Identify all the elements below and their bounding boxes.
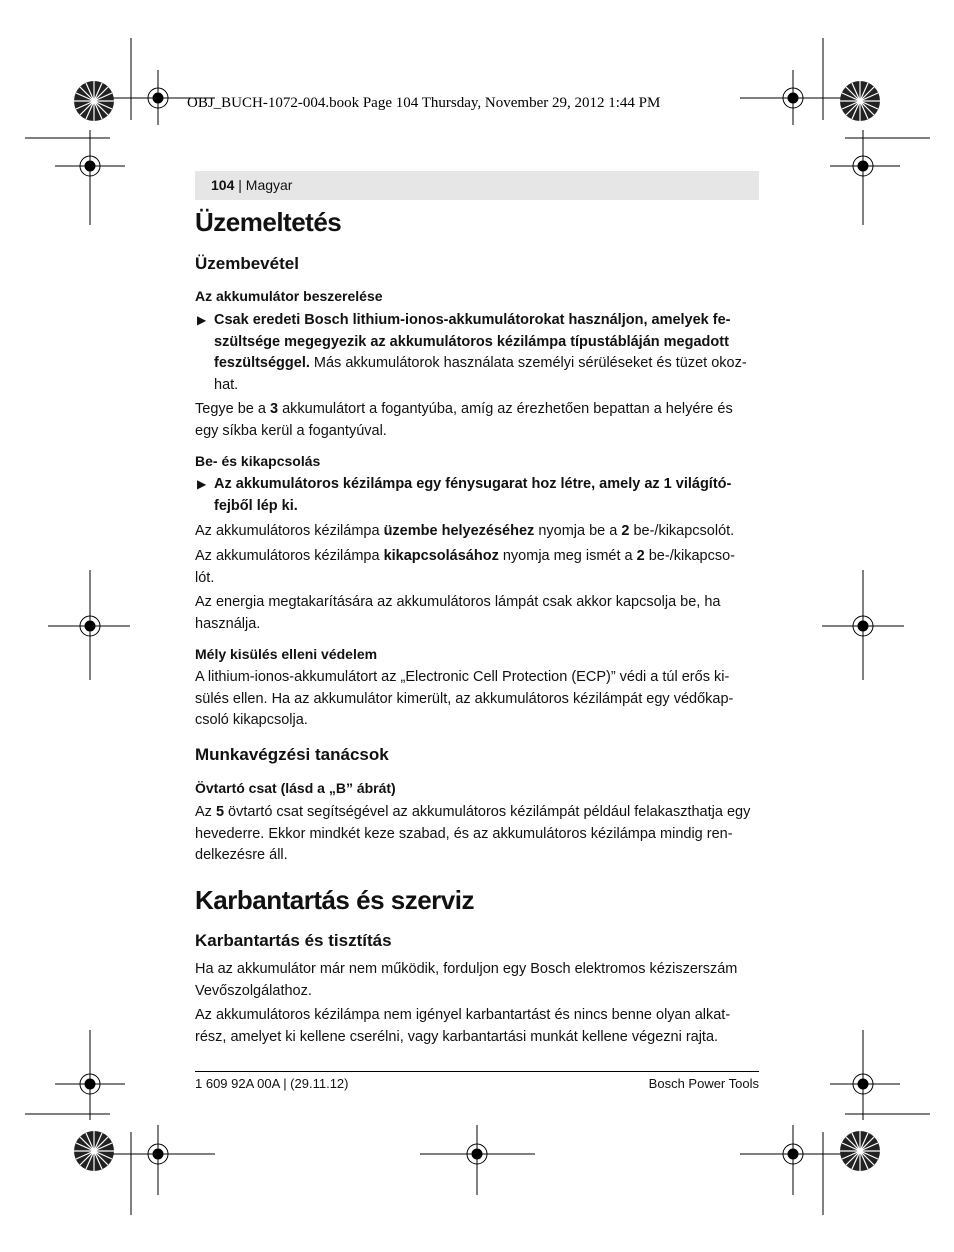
bullet1-line2: szültsége megegyezik az akkumulátoros kézilámpa típustábláján megadott <box>214 333 729 350</box>
insert-text-line2: egy síkba kerül a fogantyúval. <box>195 422 387 439</box>
energy-line2: használja. <box>195 615 261 632</box>
starburst-mark-bottom-left <box>74 1131 114 1171</box>
belt-text-a: Az <box>195 804 216 820</box>
heading-switch: Be- és kikapcsolás <box>195 453 321 469</box>
starburst-mark-top-left <box>74 81 114 121</box>
off-text-a: Az akkumulátoros kézilámpa <box>195 548 384 564</box>
header-separator: | <box>234 177 246 193</box>
starburst-mark-top-right <box>840 81 880 121</box>
on-text-b: nyomja be a <box>534 523 622 539</box>
maint-line2: rész, amelyet ki kellene cserélni, vagy karbantartási munkát kellene végezni rajta. <box>195 1028 719 1045</box>
bullet1-line3-bold: feszültséggel. <box>214 355 310 371</box>
section-title-operation: Üzemeltetés <box>195 207 342 237</box>
starburst-mark-bottom-right <box>840 1131 880 1171</box>
paragraph-switch-on <box>195 521 759 543</box>
print-slug: OBJ_BUCH-1072-004.book Page 104 Thursday, November 29, 2012 1:44 PM <box>187 95 661 111</box>
bullet1-line3-normal: Más akkumulátorok használata személyi sérüléseket és tüzet okoz- <box>309 355 747 371</box>
off-text-line2: lót. <box>195 569 215 586</box>
off-ref-num: 2 <box>636 548 645 564</box>
heading-belt-clip: Övtartó csat (lásd a „B” ábrát) <box>195 780 396 796</box>
footer-rule <box>195 1071 759 1072</box>
warning-bullet-battery <box>195 310 759 396</box>
bullet2-line1: Az akkumulátoros kézilámpa egy fénysugarat hoz létre, amely az 1 világító- <box>214 476 732 492</box>
footer-brand: Bosch Power Tools <box>648 1076 759 1091</box>
registration-mark-right-lower <box>830 1030 900 1120</box>
paragraph-deep-discharge <box>195 667 759 732</box>
page-header <box>195 171 759 200</box>
energy-line1: Az energia megtakarítására az akkumulátoros lámpát csak akkor kapcsolja be, ha <box>195 594 721 610</box>
deep-line3: csoló kikapcsolja. <box>195 712 308 728</box>
heading-battery-insert: Az akkumulátor beszerelése <box>195 288 383 304</box>
on-text-bold: üzembe helyezéséhez <box>383 523 535 539</box>
page-number: 104 <box>211 177 235 193</box>
registration-mark-bottom-center <box>420 1125 535 1195</box>
registration-mark-left-middle <box>48 570 130 680</box>
belt-line3: delkezésre áll. <box>195 847 288 863</box>
deep-line2: sülés ellen. Ha az akkumulátor kimerült, az akkumulátoros kézilámpát egy védőkap- <box>195 690 734 707</box>
bullet-triangle-icon: ▶ <box>197 477 207 491</box>
paragraph-maintenance <box>195 1005 759 1048</box>
deep-line1: A lithium-ionos-akkumulátort az „Electronic Cell Protection (ECP)” védi a túl erős ki- <box>195 669 730 685</box>
section-title-maintenance: Karbantartás és szerviz <box>195 885 474 915</box>
bullet1-line1: Csak eredeti Bosch lithium-ionos-akkumulátorokat használjon, amelyek fe- <box>214 312 731 328</box>
bullet2-line2: fejből lép ki. <box>214 497 298 514</box>
belt-text-b: övtartó csat segítségével az akkumulátoros kézilámpát például felakaszthatja egy <box>224 804 751 820</box>
belt-line2: hevederre. Ekkor mindkét keze szabad, és az akkumulátoros kézilámpa mindig ren- <box>195 825 733 842</box>
registration-mark-left-lower <box>55 1030 125 1120</box>
subsection-title-tips: Munkavégzési tanácsok <box>195 745 389 764</box>
service-line1: Ha az akkumulátor már nem működik, forduljon egy Bosch elektromos kéziszerszám <box>195 961 738 977</box>
belt-ref-num: 5 <box>215 804 225 820</box>
off-text-c: be-/kikapcso- <box>644 548 735 564</box>
footer-doc-number: 1 609 92A 00A | (29.11.12) <box>195 1076 349 1091</box>
maint-line1: Az akkumulátoros kézilámpa nem igényel karbantartást és nincs benne olyan alkat- <box>195 1007 731 1023</box>
header-language: Magyar <box>245 177 293 193</box>
paragraph-energy <box>195 592 759 635</box>
bullet1-line4: hat. <box>214 376 239 393</box>
paragraph-service <box>195 959 759 1002</box>
registration-mark-bottom-right <box>740 1125 855 1195</box>
insert-text-b: akkumulátort a fogantyúba, amíg az érezhetően bepattan a helyére és <box>278 401 733 417</box>
registration-mark-top-right <box>740 70 855 125</box>
registration-mark-right-upper <box>830 130 900 225</box>
registration-mark-left-upper <box>55 130 125 225</box>
bullet-triangle-icon: ▶ <box>197 313 207 327</box>
service-line2: Vevőszolgálathoz. <box>195 982 312 999</box>
subsection-title-cleaning: Karbantartás és tisztítás <box>195 931 392 950</box>
on-ref-num: 2 <box>621 523 630 539</box>
paragraph-switch-off <box>195 546 759 589</box>
off-text-bold: kikapcsolásához <box>383 548 499 564</box>
paragraph-belt-clip <box>195 802 759 867</box>
warning-bullet-light <box>195 474 759 517</box>
registration-mark-bottom-left <box>100 1125 215 1195</box>
off-text-b: nyomja meg ismét a <box>498 548 637 564</box>
on-text-c: be-/kikapcsolót. <box>629 523 735 539</box>
registration-mark-right-middle <box>822 570 904 680</box>
subsection-title-startup: Üzembevétel <box>195 254 299 273</box>
insert-ref-num: 3 <box>269 401 279 417</box>
paragraph-insert-battery <box>195 399 759 442</box>
heading-deep-discharge: Mély kisülés elleni védelem <box>195 646 378 662</box>
on-text-a: Az akkumulátoros kézilámpa <box>195 523 384 539</box>
page-header-text <box>211 177 292 193</box>
insert-text-a: Tegye be a <box>195 401 270 417</box>
